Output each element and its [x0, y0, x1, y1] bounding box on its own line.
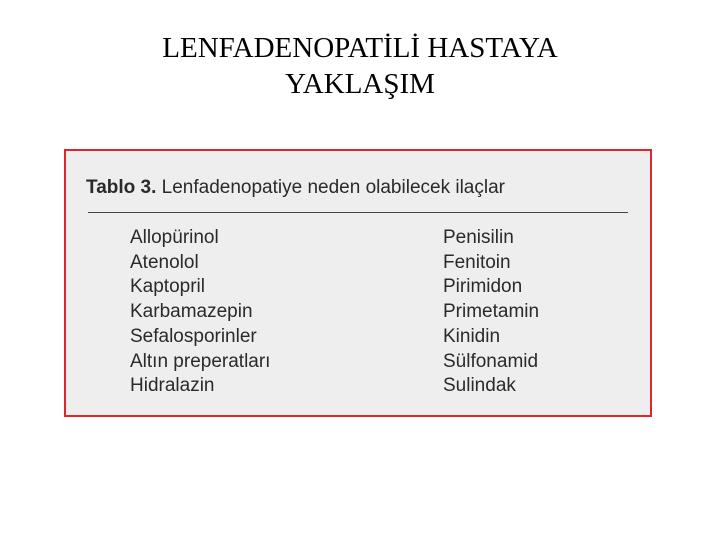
drug-item: Sulindak — [443, 375, 516, 397]
drug-item: Karbamazepin — [130, 301, 253, 323]
table-divider — [88, 212, 628, 213]
drug-item: Altın preperatları — [130, 350, 271, 372]
drug-item: Primetamin — [443, 301, 540, 323]
drug-item: Hidralazin — [130, 375, 215, 397]
drug-item: Allopürinol — [130, 227, 219, 248]
slide-title — [0, 30, 720, 102]
table-caption — [86, 177, 505, 199]
drug-item: Kinidin — [443, 325, 501, 347]
drug-item: Atenolol — [130, 251, 199, 273]
drug-item: Penisilin — [443, 227, 514, 248]
slide-title-line-1: LENFADENOPATİLİ HASTAYA — [162, 32, 558, 64]
drug-list-right — [443, 226, 539, 399]
drug-table-panel — [64, 149, 652, 417]
table-caption-text: Lenfadenopatiye neden olabilecek ilaçlar — [161, 177, 505, 198]
drug-list-left — [130, 226, 270, 399]
drug-item: Fenitoin — [443, 251, 511, 273]
slide-title-line-2: YAKLAŞIM — [285, 68, 435, 100]
table-caption-label: Tablo 3. — [86, 177, 157, 198]
drug-item: Kaptopril — [130, 276, 205, 298]
drug-item: Sülfonamid — [443, 350, 539, 372]
drug-item: Sefalosporinler — [130, 325, 257, 347]
drug-item: Pirimidon — [443, 276, 523, 298]
